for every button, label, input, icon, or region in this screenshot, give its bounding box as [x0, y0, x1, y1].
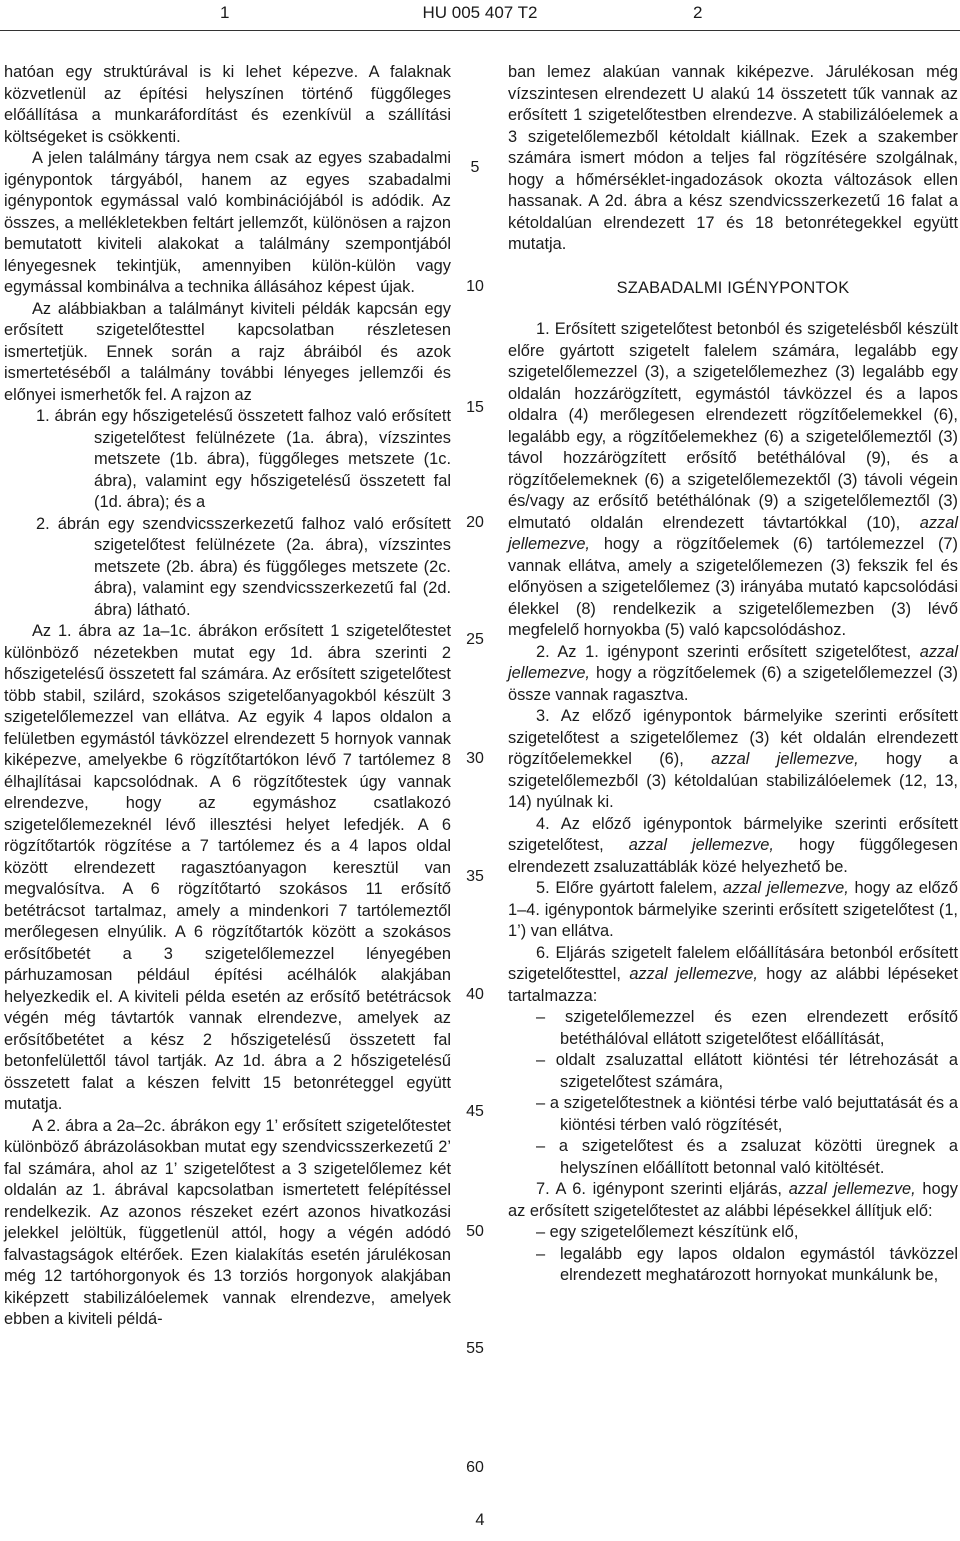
- header-rule: [0, 30, 960, 31]
- line-number: 5: [470, 159, 480, 176]
- claim-5: 5. Előre gyártott falelem, azzal jellemezve, hogy az előző 1–4. igénypontok bármelyike szerinti erősített szigetelőtest (1, 1’) van ellátva.: [508, 879, 958, 940]
- list-item: – a szigetelőtest és a zsaluzat közötti üregnek a helyszínen előállított betonnal való kitöltését.: [536, 1137, 958, 1177]
- list-item: – szigetelőlemezzel és ezen elrendezett erősítő betéthálóval ellátott szigetelőtest előállítását,: [536, 1008, 958, 1048]
- line-number: 55: [466, 1340, 484, 1357]
- paragraph: Az 1. ábra az 1a–1c. ábrákon erősített 1 szigetelőtestet különböző nézetekben mutat egy 1d. ábra szerinti 2 hőszigetelésű összetett fal számára. Az erősített szigetelőtest több stabil, szilárd, szokásos szigetelőanyagokból készült 3 szigetelőlemezzel van ellátva. Az egyik 4 lapos oldalon a felületben egymástól távközzel elrendezett 5 hornyok vannak kiképezve, amelyekbe 6 rögzítőtartókon lévő 7 tartólemez 8 élhajlításai kapcsolódnak. A 6 rögzítőtestek úgy vannak elrendezve, hogy az egymáshoz csatlakozó szigetelőlemezeknél lévő illesztési helyet lefedjék. A 6 rögzítőtartók rögzítése a 7 tartólemez és a 4 lapos oldal között elrendezett ragasztóanyagon keresztül van megvalósítva. A 6 rögzítőtartó szokásos 11 erősítő betétrácsot tartalmaz, amely a mindenkori 7 tartólemeztől merőlegesen elnyúlik. A 6 rögzítőtartók között a szokásos erősítőbetét a 3 szigetelőlemezzel lényegében párhuzamosan például építési acélhálók alakjában helyezkedik el. A kiviteli példa esetén az erősítő betétrácsok végén még távtartók vannak elrendezve, amelyek az erősítőbetétet a kész 2 hőszigetelésű összetett fal betonfelülettől távol tartják. Az 1d. ábra a 2 hőszigetelésű összetett falat a készen felvitt 15 betonréteggel együtt mutatja.: [4, 622, 451, 1113]
- list-item: – a szigetelőtestnek a kiöntési térbe való bejuttatását és a kiöntési térben való rögzítését,: [536, 1094, 958, 1134]
- list-item: – egy szigetelőlemezt készítünk elő,: [536, 1223, 799, 1241]
- line-number: 50: [466, 1223, 484, 1240]
- paragraph: A jelen találmány tárgya nem csak az egyes szabadalmi igénypontok tárgyából, hanem az egyes szabadalmi igénypontok egymással való kombinációjából is adódik. Az összes, a mellékletekben feltárt jellemzőt, különösen a rajzon bemutatott kiviteli alakokat a találmány szempontjából lényegesnek tekintjük, amennyiben külön-külön vagy egymással kombinálva a technika állásához képest újak.: [4, 149, 451, 296]
- figure-description: 1. ábrán egy hőszigetelésű összetett falhoz való erősített szigetelőtest felülnézete (1a. ábra), vízszintes metszete (1b. ábra), függőleges metszete (1c. ábra), valamint egy hőszigetelésű összetett fal (1d. ábra); és a: [36, 407, 451, 511]
- claim-4: 4. Az előző igénypontok bármelyike szerinti erősített szigetelőtest, azzal jellemezve, hogy függőlegesen elrendezett zsaluzattáblák közé helyezhető be.: [508, 814, 959, 876]
- claim-2: 2. Az 1. igénypont szerinti erősített szigetelőtest, azzal jellemezve, hogy a rögzítőelemek (6) a szigetelőlemezzel (3) össze vannak ragasztva.: [508, 642, 959, 704]
- paragraph: A 2. ábra a 2a–2c. ábrákon egy 1’ erősített szigetelőtestet különböző ábrázolásokban mutat egy szendvicsszerkezetű 2’ fal számára, ahol az 1’ szigetelőtest a 3 szigetelőlemez két oldalán az 1. ábrával kapcsolatban ismertetett felépítéssel rendelkezik. Az azonos részeket ezért azonos hivatkozási jelekkel jelöltük, függetlenül attól, hogy a végén adódó falvastagságok eltérőek. Ezen kialakítás esetén járulékosan még 12 tartóhorgonyok és 13 torziós horgonyok alakjában kiképzett stabilizálóelemek vannak elrendezve, amelyek ebben a kiviteli példá-: [4, 1116, 451, 1328]
- claim-3: 3. Az előző igénypontok bármelyike szerinti erősített szigetelőtest a szigetelőlemez (3) két oldalán elrendezett rögzítőelemekkel (6), azzal jellemezve, hogy a szigetelőlemezből (3) kétoldalúan stabilizálóelemek (12, 13, 14) nyúlnak ki.: [508, 707, 959, 811]
- line-number: 30: [466, 750, 484, 767]
- line-number: 25: [466, 631, 484, 648]
- claim-6: 6. Eljárás szigetelt falelem előállítására betonból erősített szigetelőtesttel, azzal jellemezve, hogy az alábbi lépéseket tartalmazza:: [508, 943, 958, 1005]
- left-column: [4, 62, 451, 1331]
- claim-1: 1. Erősített szigetelőtest betonból és szigetelésből készült előre gyártott szigetelt falelem számára, legalább egy szigetelőlemezzel (3), a szigetelőlemezhez (3) legalább egy oldalán hozzárögzített, egymástól távközzel és a lapos oldalra (4) merőlegesen elrendezett rögzítőelemekkel (6), legalább egy, a rögzítőelemekhez (6) a szigetelőlemeztől (3) távol hozzárögzített erősítő betéthálóval (9), és a rögzítőelemeknek (6) a szigetelőlemezektől (3) távoli végein és/vagy az erősítő betéthálónak (9) a szigetelőlemeztől (3) elmutató oldalán elrendezett távtartókkal (10), azzal jellemezve, hogy a rögzítőelemek (6) tartólemezzel (7) vannak ellátva, amely a szigetelőlemezen (3) fekszik fel és előnyösen a szigetelőlemez (3) irányába mutató kapcsolódási élekkel (8) rendelkezik a szigetelőlemezben (3) lévő megfelelő hornyokba (5) való kapcsolódáshoz.: [508, 320, 958, 639]
- line-number: 40: [466, 986, 484, 1003]
- page-number-left: 1: [220, 3, 230, 22]
- line-number: 10: [466, 278, 484, 295]
- page-header: [0, 0, 960, 30]
- line-number: 20: [466, 514, 484, 531]
- page-footer: 4: [475, 1511, 485, 1529]
- paragraph: ban lemez alakúan vannak kiképezve. Járulékosan még vízszintesen elrendezett U alakú 14 összetett tűk vannak az erősített 1 szigetelőtestben elrendezve. A stabilizálóelemek a 3 szigetelőlemezből kétoldalt kiállnak. Ezek a szakember számára ismert módon a teljes fal rögzítésére szolgálnak, hogy a hőmérséklet-ingadozások okozta változások ellen hassanak. A 2d. ábra a kész szendvicsszerkezetű 16 falat a kétoldalúan elrendezett 17 és 18 betonrétegekkel együtt mutatja.: [508, 63, 958, 253]
- list-item: – legalább egy lapos oldalon egymástól távközzel elrendezett meghatározott hornyokat munkálunk be,: [536, 1244, 958, 1284]
- figure-description: 2. ábrán egy szendvicsszerkezetű falhoz való erősített szigetelőtest felülnézete (2a. ábra), vízszintes metszete (2b. ábra) és függőleges metszete (2c. ábra), valamint egy szendvicsszerkezetű fal (2d. ábra) látható.: [36, 514, 451, 619]
- right-column: [508, 62, 958, 1287]
- line-number: 35: [466, 868, 484, 885]
- section-title: SZABADALMI IGÉNYPONTOK: [616, 278, 850, 297]
- paragraph: hatóan egy struktúrával is ki lehet képezve. A falaknak közvetlenül az építési helyszínen történő függőleges előállítása a munkaráfordítást és ezenkívül a szállítási költségeket is csökkenti.: [4, 63, 451, 146]
- list-item: – oldalt zsaluzattal ellátott kiöntési tér létrehozását a szigetelőtest számára,: [536, 1051, 958, 1091]
- line-number: 60: [466, 1459, 484, 1476]
- paragraph: Az alábbiakban a találmányt kiviteli példák kapcsán egy erősített szigetelőtesttel kapcsolatban részletesen ismertetjük. Ennek során a rajz ábráiból és azok ismertetéséből a találmány további lényeges jellemzői és előnyei ismerhetők fel. A rajzon az: [4, 299, 451, 404]
- page-number-right: 2: [693, 3, 703, 22]
- document-number: HU 005 407 T2: [422, 3, 538, 22]
- line-number: 15: [466, 399, 484, 416]
- line-number: 45: [466, 1103, 484, 1120]
- claim-7: 7. A 6. igénypont szerinti eljárás, azzal jellemezve, hogy az erősített szigetelőtestet az alábbi lépésekkel állítjuk elő:: [508, 1180, 958, 1220]
